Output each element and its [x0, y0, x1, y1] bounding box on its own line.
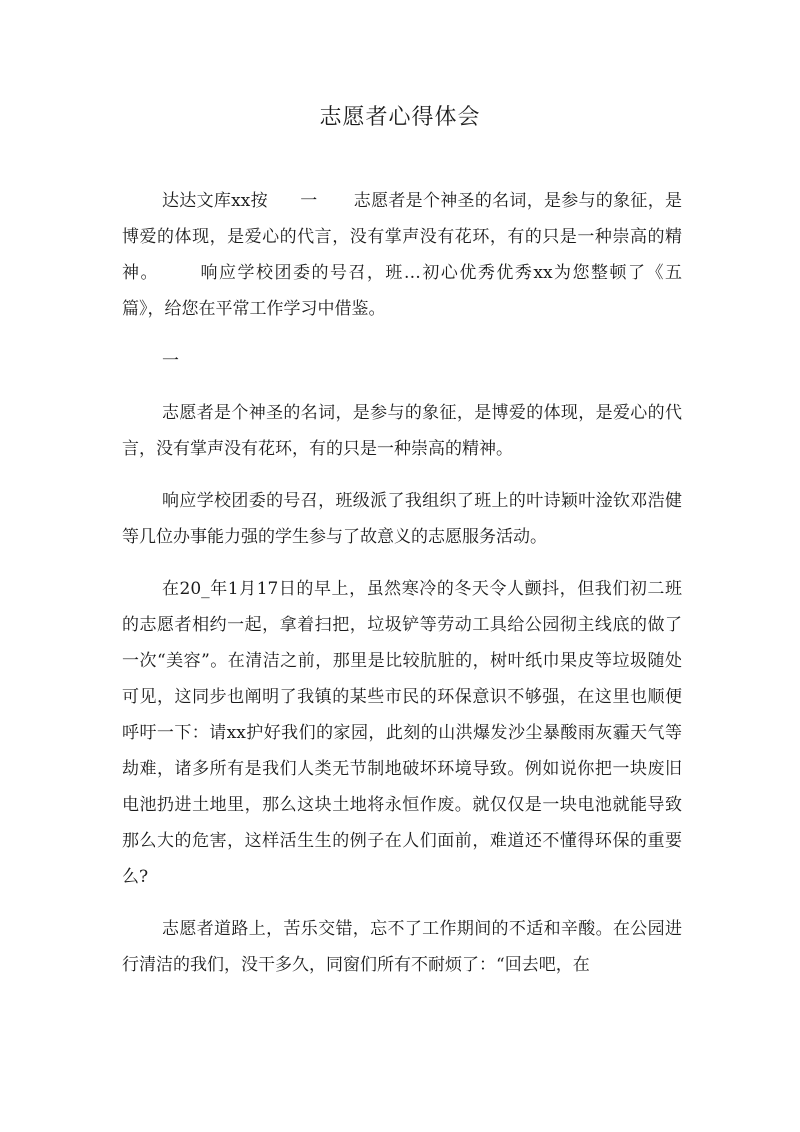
body-paragraph: 志愿者是个神圣的名词，是参与的象征，是博爱的体现，是爱心的代言，没有掌声没有花环，有的只是一种崇高的精神。 — [122, 403, 682, 459]
document-body — [122, 183, 682, 983]
intro-source: 达达文库xx按 — [162, 191, 268, 211]
section-mark: 一 — [162, 351, 179, 371]
intro-mark: 一 — [299, 191, 318, 211]
body-paragraph: 响应学校团委的号召，班级派了我组织了班上的叶诗颖叶淦钦邓浩健等几位办事能力强的学生参与了故意义的志愿服务活动。 — [122, 491, 682, 547]
body-paragraph: 志愿者道路上，苦乐交错，忘不了工作期间的不适和辛酸。在公园进行清洁的我们，没干多久，同窗们所有不耐烦了：“回去吧，在 — [122, 919, 682, 975]
intro-text-2: 响应学校团委的号召，班…初心优秀优秀xx为您整顿了《五篇》，给您在平常工作学习中借鉴。 — [122, 263, 682, 319]
intro-text-1: 志愿者是个神圣的名词，是参与的象征，是博爱的体现，是爱心的代言，没有掌声没有花环，有的只是一种崇高的精神。 — [122, 191, 683, 283]
intro-paragraph — [122, 183, 682, 327]
body-paragraph: 在20_年1月17日的早上，虽然寒冷的冬天令人颤抖，但我们初二班的志愿者相约一起，拿着扫把，垃圾铲等劳动工具给公园彻主线底的做了一次“美容”。在清洁之前，那里是比较肮脏的，树叶纸巾果皮等垃圾随处可见，这同步也阐明了我镇的某些市民的环保意识不够强，在这里也顺便呼吁一下：请xx护好我们的家园，此刻的山洪爆发沙尘暴酸雨灰霾天气等劫难，诸多所有是我们人类无节制地破坏环境导致。例如说你把一块废旧电池扔进土地里，那么这块土地将永恒作废。就仅仅是一块电池就能导致那么大的危害，这样活生生的例子在人们面前，难道还不懂得环保的重要么? — [122, 579, 682, 887]
page-title: 志愿者心得体会 — [319, 105, 481, 130]
